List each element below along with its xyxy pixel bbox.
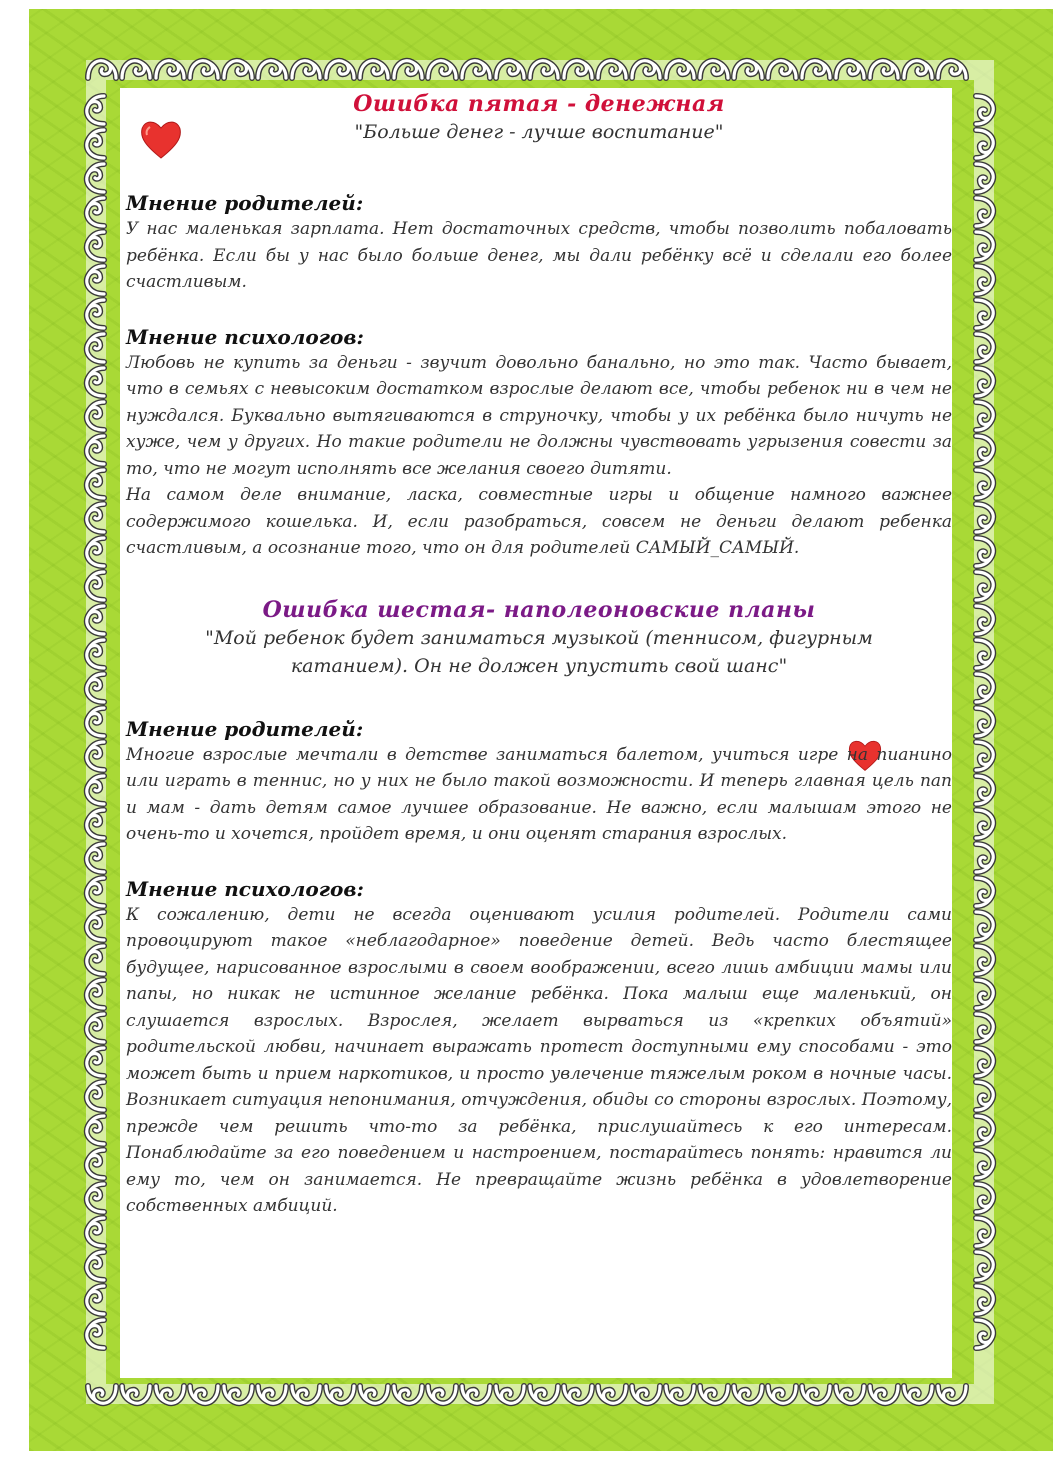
- section6-subtitle: "Мой ребенок будет заниматься музыкой (теннисом, фигурным катанием). Он не должен упустить свой шанс": [205, 626, 873, 677]
- article: [126, 90, 952, 1220]
- section5-psych-heading: Мнение психологов:: [126, 324, 364, 349]
- section6-parents-heading: Мнение родителей:: [126, 716, 364, 741]
- section5-title: Ошибка пятая - денежная: [353, 91, 725, 117]
- section5-parents-heading: Мнение родителей:: [126, 191, 364, 215]
- section6-parents-text: Многие взрослые мечтали в детстве заниматься балетом, учиться игре на пианино или играть в теннис, но у них не было такой возможности. И теперь главная цель пап и мам - дать детям самое лучшее образование. Не важно, если малышам этого не очень-то и хочется, пройдет время, и они оценят старания взрослых.: [126, 744, 952, 844]
- section6-title: Ошибка шестая- наполеоновские планы: [262, 596, 816, 623]
- section6-psych-heading: Мнение психологов:: [126, 876, 364, 901]
- section5-parents-text: У нас маленькая зарплата. Нет достаточных средств, чтобы позволить побаловать ребёнка. Если бы у нас было больше денег, мы дали ребёнку всё и сделали его более счастливым.: [126, 219, 952, 292]
- section6-psych-text: К сожалению, дети не всегда оценивают усилия родителей. Родители сами провоцируют такое «неблагодарное» поведение детей. Ведь часто блестящее будущее, нарисованное взрослыми в своем воображении, всего лишь амбиции мамы или папы, но никак не истинное желание ребёнка. Пока малыш еще маленький, он слушается взрослых. Взрослея, желает вырваться из «крепких объятий» родительской любви, начинает выражать протест доступными ему способами - это может быть и прием наркотиков, и просто увлечение тяжелым роком в ночные часы. Возникает ситуация непонимания, отчуждения, обиды со стороны взрослых. Поэтому, прежде чем решить что-то за ребёнка, прислушайтесь к его интересам. Понаблюдайте за его поведением и настроением, постарайтесь понять: нравится ли ему то, чем он занимается. Не превращайте жизнь ребёнка в удовлетворение собственных амбиций.: [126, 904, 952, 1216]
- section5-psych-text: Любовь не купить за деньги - звучит довольно банально, но это так. Часто бывает, что в семьях с невысоким достатком взрослые делают все, чтобы ребенок ни в чем не нуждался. Буквально вытягиваются в струночку, чтобы у их ребёнка было ничуть не хуже, чем у других. Но такие родители не должны чувствовать угрызения совести за то, что не могут исполнять все желания своего дитяти. На самом деле внимание, ласка, совместные игры и общение намного важнее содержимого кошелька. И, если разобраться, совсем не деньги делают ребенка счастливым, а осознание того, что он для родителей САМЫЙ_САМЫЙ.: [126, 352, 952, 558]
- section5-subtitle: "Больше денег - лучше воспитание": [354, 121, 724, 143]
